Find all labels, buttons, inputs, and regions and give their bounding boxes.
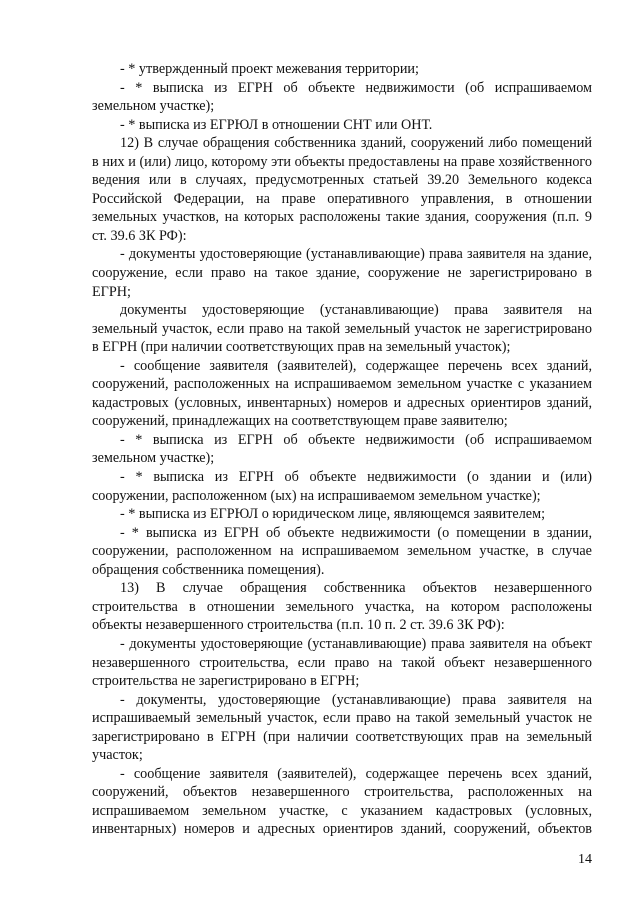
paragraph: - * выписка из ЕГРН об объекте недвижимости (об испрашиваемом земельном участке); [92,79,592,115]
paragraph: - документы удостоверяющие (устанавливающие) права заявителя на объект незавершенного строительства, если право на такой объект незавершенного строительства не зарегистрировано в ЕГРН; [92,635,592,690]
paragraph: 13) В случае обращения собственника объектов незавершенного строительства в отношении земельного участка, на котором расположены объекты незавершенного строительства (п.п. 10 п. 2 ст. 39.6 ЗК РФ): [92,580,592,634]
body-text [92,60,592,839]
paragraph: документы удостоверяющие (устанавливающие) права заявителя на земельный участок, если право на такой земельный участок не зарегистрировано в ЕГРН (при наличии соответствующих прав на земельный участок); [92,302,592,356]
paragraph: - * утвержденный проект межевания территории; [120,61,419,77]
paragraph: - * выписка из ЕГРН об объекте недвижимости (об испрашиваемом земельном участке); [92,431,592,467]
paragraph: 12) В случае обращения собственника зданий, сооружений либо помещений в них и (или) лицо, которому эти объекты предоставлены на праве хозяйственного ведения или в случаях, предусмотренных статьей 39.20 Земельного кодекса Российской Федерации, на праве оперативного управления, в отношении земельных участков, на которых расположены такие здания, сооружения (п.п. 9 ст. 39.6 ЗК РФ): [92,135,592,244]
paragraph: - * выписка из ЕГРН об объекте недвижимости (о здании и (или) сооружении, расположенном (ых) на испрашиваемом земельном участке); [92,469,592,504]
paragraph: - документы удостоверяющие (устанавливающие) права заявителя на здание, сооружение, если право на такое здание, сооружение не зарегистрировано в ЕГРН; [92,246,592,300]
paragraph: - документы, удостоверяющие (устанавливающие) права заявителя на испрашиваемый земельный участок, если право на такой земельный участок не зарегистрировано в ЕГРН (при наличии соответствующих прав на земельный участок; [92,691,592,764]
paragraph: - * выписка из ЕГРН об объекте недвижимости (о помещении в здании, сооружении, расположенном на испрашиваемом земельном участке, в случае обращения собственника помещения). [92,524,592,578]
page-number: 14 [578,852,592,867]
paragraph: - * выписка из ЕГРЮЛ в отношении СНТ или ОНТ. [120,116,433,133]
paragraph: - сообщение заявителя (заявителей), содержащее перечень всех зданий, сооружений, расположенных на испрашиваемом земельном участке с указанием кадастровых (условных, инвентарных) номеров и адресных ориентиров зданий, сооружений, принадлежащих на соответствующем праве заявителю; [92,357,592,430]
paragraph: - * выписка из ЕГРЮЛ о юридическом лице, являющемся заявителем; [120,506,546,523]
paragraph: - сообщение заявителя (заявителей), содержащее перечень всех зданий, сооружений, объектов незавершенного строительства, расположенных на испрашиваемом земельном участке, с указанием кадастровых (условных, инвентарных) номеров и адресных ориентиров зданий, сооружений, объектов [92,765,592,838]
